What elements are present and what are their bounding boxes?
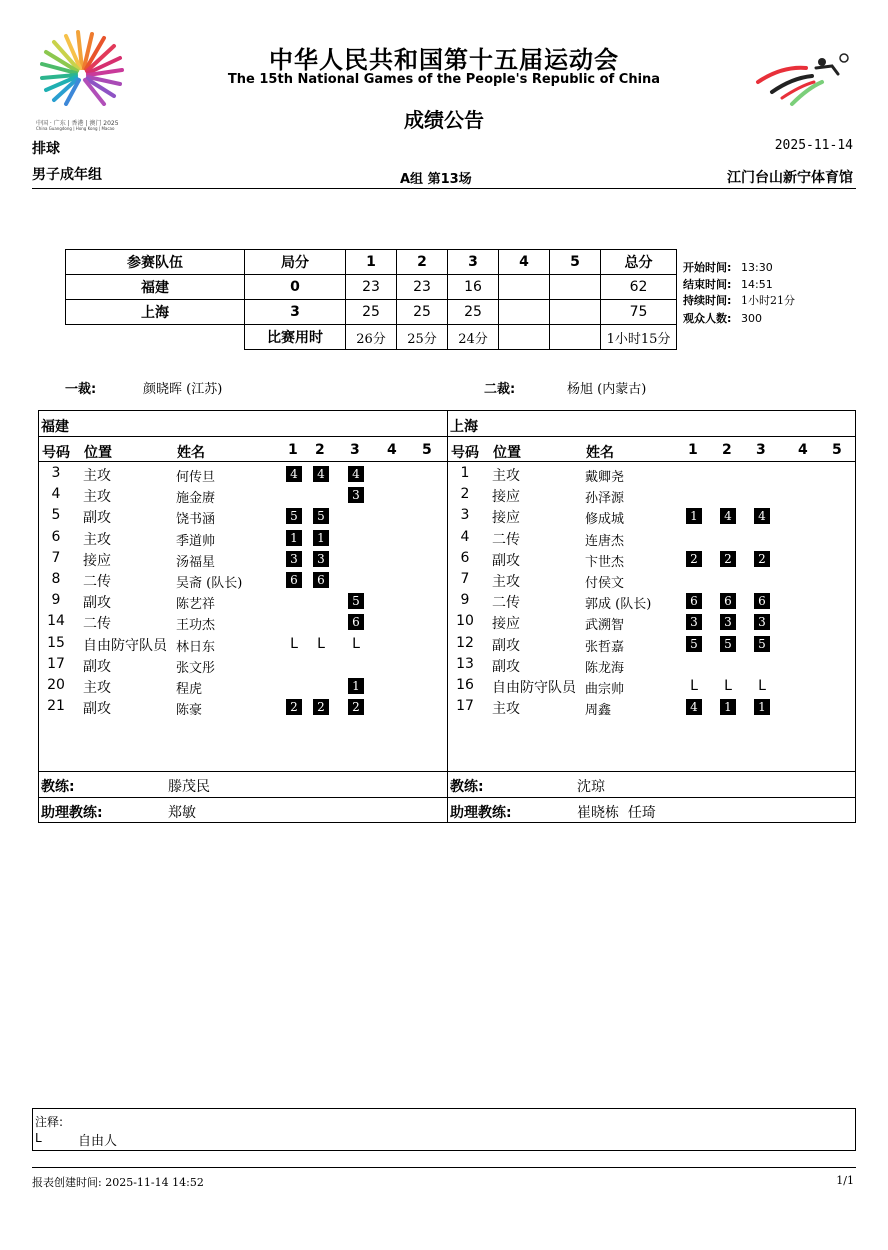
notes-key: L <box>35 1131 42 1145</box>
score-col-sets: 局分 <box>245 250 346 275</box>
starting-position-mark <box>311 508 331 524</box>
starting-position-mark <box>718 508 738 524</box>
starting-position-mark <box>346 699 366 715</box>
starting-position-mark <box>684 551 704 567</box>
set-lineup-value: L <box>290 635 298 652</box>
score-table <box>65 249 677 350</box>
player-number: 17 <box>47 655 65 672</box>
starting-position-mark <box>311 572 331 588</box>
roster-col-position: 位置 <box>493 445 521 461</box>
starting-position-mark <box>752 551 772 567</box>
set-lineup-value: 4 <box>348 466 364 482</box>
player-name: 王功杰 <box>176 618 216 634</box>
set-duration: 24分 <box>448 325 499 350</box>
set-lineup-value: 4 <box>720 508 736 524</box>
player-name: 吴斋 (队长) <box>176 576 243 591</box>
roster-col-set: 5 <box>422 442 432 458</box>
games-title-en: The 15th National Games of the People's Republic of China <box>227 72 661 87</box>
player-number: 3 <box>460 507 470 524</box>
player-position: 副攻 <box>492 658 520 675</box>
set-lineup-value: 2 <box>348 699 364 715</box>
right-coach: 沈琼 <box>577 779 605 795</box>
player-name: 武溯智 <box>585 618 625 634</box>
set-lineup-value: L <box>724 678 732 694</box>
set-lineup-value: 2 <box>686 551 702 567</box>
roster-col-number: 号码 <box>451 445 479 461</box>
set-lineup-value: 5 <box>720 636 736 652</box>
player-number: 20 <box>47 677 65 693</box>
player-position: 副攻 <box>492 552 520 569</box>
starting-position-mark <box>284 699 304 715</box>
set-lineup-value: 4 <box>286 466 302 482</box>
player-position: 接应 <box>492 510 520 527</box>
player-name: 戴卿尧 <box>585 470 625 485</box>
player-number: 12 <box>456 634 474 651</box>
player-name: 曲宗帅 <box>585 682 625 697</box>
roster-col-set: 1 <box>688 442 698 458</box>
player-name: 程虎 <box>176 682 203 697</box>
left-coach: 滕茂民 <box>168 779 210 795</box>
score-set-points: 25 <box>346 300 397 325</box>
set-duration: 26分 <box>346 325 397 350</box>
starting-position-mark <box>684 636 704 652</box>
set-lineup-value: 5 <box>686 636 702 652</box>
header-divider <box>32 188 856 189</box>
starting-position-mark <box>718 699 738 715</box>
player-name: 陈龙海 <box>585 660 625 676</box>
set-lineup-value: 5 <box>348 593 364 609</box>
set-duration: 25分 <box>397 325 448 350</box>
duration: 持续时间: 1小时21分 <box>683 294 795 307</box>
starting-position-mark <box>752 636 772 652</box>
set-lineup-value: 5 <box>313 508 329 524</box>
right-coach-label: 教练: <box>450 779 484 795</box>
player-number: 9 <box>51 592 61 609</box>
starting-position-mark <box>684 593 704 609</box>
set-lineup-value: 6 <box>286 572 302 588</box>
doc-title: 成绩公告 <box>404 108 484 132</box>
roster-col-set: 4 <box>387 442 397 458</box>
roster-col-set: 2 <box>315 442 325 458</box>
right-team-name: 上海 <box>450 419 478 435</box>
roster-col-set: 3 <box>350 442 360 458</box>
player-number: 7 <box>460 571 470 587</box>
player-number: 21 <box>47 698 65 715</box>
notes-desc: 自由人 <box>78 1134 118 1149</box>
set-lineup-value: 1 <box>348 678 364 694</box>
right-assistant: 崔晓栋 任琦 <box>577 805 656 821</box>
starting-position-mark <box>346 678 366 694</box>
starting-position-mark <box>718 551 738 567</box>
player-position: 主攻 <box>83 531 111 548</box>
libero-mark <box>346 636 366 652</box>
set-lineup-value: 6 <box>686 593 702 609</box>
left-assistant: 郑敏 <box>168 805 196 821</box>
player-position: 自由防守队员 <box>83 637 167 654</box>
player-position: 副攻 <box>83 510 111 527</box>
player-position: 二传 <box>83 616 111 633</box>
starting-position-mark <box>284 508 304 524</box>
starting-position-mark <box>284 572 304 588</box>
second-referee-label: 二裁: <box>484 382 516 397</box>
player-number: 14 <box>47 613 65 630</box>
start-time: 开始时间: 13:30 <box>683 261 773 274</box>
games-title-cn: 中华人民共和国第十五届运动会 <box>269 46 619 74</box>
player-name: 周鑫 <box>585 703 612 719</box>
roster-col-set: 1 <box>288 442 298 458</box>
player-number: 13 <box>456 655 474 672</box>
starting-position-mark <box>684 614 704 630</box>
libero-mark <box>718 678 738 694</box>
total-duration: 1小时15分 <box>601 325 677 350</box>
player-name: 林日东 <box>176 639 216 655</box>
footer-divider <box>32 1167 856 1168</box>
roster-col-set: 3 <box>756 442 766 458</box>
starting-position-mark <box>718 636 738 652</box>
player-number: 1 <box>460 465 470 481</box>
set-lineup-value: L <box>690 678 698 694</box>
score-team-name: 福建 <box>66 275 245 300</box>
starting-position-mark <box>311 551 331 567</box>
roster-col-number: 号码 <box>42 445 70 461</box>
score-col-set: 3 <box>448 250 499 275</box>
set-lineup-value: 2 <box>720 551 736 567</box>
starting-position-mark <box>346 614 366 630</box>
set-lineup-value: 5 <box>286 508 302 524</box>
score-set-points: 25 <box>448 300 499 325</box>
score-set-points <box>499 275 550 300</box>
left-coach-label: 教练: <box>41 779 75 795</box>
player-number: 4 <box>51 486 61 503</box>
starting-position-mark <box>684 699 704 715</box>
player-position: 二传 <box>492 531 520 548</box>
set-lineup-value: 1 <box>754 699 770 715</box>
set-lineup-value: 2 <box>754 551 770 567</box>
set-lineup-value: 3 <box>754 614 770 630</box>
player-position: 接应 <box>83 552 111 569</box>
player-position: 副攻 <box>492 637 520 654</box>
player-number: 2 <box>460 486 470 503</box>
set-lineup-value: 4 <box>686 699 702 715</box>
starting-position-mark <box>346 487 366 503</box>
player-position: 二传 <box>83 574 111 590</box>
player-number: 17 <box>456 698 474 715</box>
player-name: 季道帅 <box>176 533 216 549</box>
player-position: 主攻 <box>83 468 111 484</box>
starting-position-mark <box>718 593 738 609</box>
roster-divider <box>447 410 448 823</box>
set-lineup-value: 1 <box>313 530 329 546</box>
match-date: 2025-11-14 <box>774 138 853 153</box>
set-lineup-value: 2 <box>313 699 329 715</box>
starting-position-mark <box>752 614 772 630</box>
player-position: 接应 <box>492 489 520 506</box>
page-number: 1/1 <box>836 1174 854 1187</box>
player-name: 连唐杰 <box>585 533 625 549</box>
score-set-points <box>499 300 550 325</box>
player-number: 4 <box>460 528 470 545</box>
player-position: 副攻 <box>83 658 111 675</box>
left-team-name: 福建 <box>41 419 69 435</box>
player-position: 二传 <box>492 595 520 612</box>
player-name: 饶书涵 <box>176 512 216 528</box>
player-name: 施金赓 <box>176 491 216 507</box>
set-lineup-value: L <box>758 678 766 694</box>
notes-title: 注释: <box>35 1115 64 1129</box>
right-assistant-label: 助理教练: <box>450 805 512 821</box>
starting-position-mark <box>752 593 772 609</box>
roster-col-set: 4 <box>798 442 808 458</box>
player-number: 16 <box>456 677 474 693</box>
player-number: 9 <box>460 592 470 609</box>
player-name: 修成城 <box>585 512 625 528</box>
roster-col-set: 2 <box>722 442 732 458</box>
player-name: 卞世杰 <box>585 554 625 570</box>
duration-label: 比赛用时 <box>245 325 346 350</box>
player-name: 陈艺祥 <box>176 597 216 613</box>
set-lineup-value: 6 <box>720 593 736 609</box>
player-position: 接应 <box>492 616 520 633</box>
player-position: 主攻 <box>83 680 111 696</box>
set-lineup-value: 3 <box>348 487 364 503</box>
score-header-row <box>66 250 677 275</box>
player-name: 陈豪 <box>176 703 203 719</box>
set-lineup-value: 3 <box>286 551 302 567</box>
sport-name: 排球 <box>32 141 60 157</box>
first-referee-label: 一裁: <box>65 382 97 397</box>
set-lineup-value: L <box>317 635 325 652</box>
score-total: 62 <box>601 275 677 300</box>
libero-mark <box>284 636 304 652</box>
player-position: 主攻 <box>492 574 520 590</box>
score-set-points: 16 <box>448 275 499 300</box>
left-assistant-label: 助理教练: <box>41 805 103 821</box>
end-time: 结束时间: 14:51 <box>683 278 773 291</box>
set-lineup-value: 6 <box>313 572 329 588</box>
score-set-points: 23 <box>346 275 397 300</box>
starting-position-mark <box>284 466 304 482</box>
starting-position-mark <box>284 530 304 546</box>
set-lineup-value: 4 <box>313 466 329 482</box>
starting-position-mark <box>346 593 366 609</box>
set-lineup-value: L <box>352 635 360 652</box>
logo-caption: 中国 · 广东 | 香港 | 澳门 2025 <box>36 120 119 127</box>
player-name: 郭成 (队长) <box>585 597 652 613</box>
score-col-team: 参赛队伍 <box>66 250 245 275</box>
player-name: 张文彤 <box>176 660 216 676</box>
duration-row <box>66 325 677 350</box>
player-number: 15 <box>47 634 65 651</box>
libero-mark <box>684 678 704 694</box>
set-lineup-value: 3 <box>686 614 702 630</box>
starting-position-mark <box>311 530 331 546</box>
player-number: 6 <box>460 549 470 566</box>
set-lineup-value: 2 <box>286 699 302 715</box>
score-set-points <box>550 300 601 325</box>
score-sets-won: 0 <box>245 275 346 300</box>
score-sets-won: 3 <box>245 300 346 325</box>
player-position: 主攻 <box>492 701 520 718</box>
match-label: A组 第13场 <box>400 172 472 187</box>
set-lineup-value: 1 <box>686 508 702 524</box>
player-number: 5 <box>51 507 61 524</box>
player-number: 6 <box>51 528 61 545</box>
roster-col-set: 5 <box>832 442 842 458</box>
score-col-set: 4 <box>499 250 550 275</box>
score-col-set: 2 <box>397 250 448 275</box>
event-name: 男子成年组 <box>32 167 102 183</box>
score-team-name: 上海 <box>66 300 245 325</box>
set-lineup-value: 4 <box>754 508 770 524</box>
first-referee: 颜晓晖 (江苏) <box>143 382 223 397</box>
set-duration <box>499 325 550 350</box>
spectators: 观众人数: 300 <box>683 312 762 325</box>
set-duration <box>550 325 601 350</box>
player-position: 主攻 <box>83 489 111 506</box>
set-lineup-value: 1 <box>286 530 302 546</box>
player-name: 张哲嘉 <box>585 639 625 655</box>
set-lineup-value: 6 <box>754 593 770 609</box>
player-position: 自由防守队员 <box>492 680 576 696</box>
score-row <box>66 275 677 300</box>
score-col-total: 总分 <box>601 250 677 275</box>
set-lineup-value: 6 <box>348 614 364 630</box>
starting-position-mark <box>752 699 772 715</box>
player-name: 孙泽源 <box>585 491 625 507</box>
starting-position-mark <box>718 614 738 630</box>
starting-position-mark <box>311 466 331 482</box>
set-lineup-value: 1 <box>720 699 736 715</box>
score-row <box>66 300 677 325</box>
set-lineup-value: 3 <box>720 614 736 630</box>
venue-name: 江门台山新宁体育馆 <box>727 170 853 186</box>
score-col-set: 1 <box>346 250 397 275</box>
roster-col-name: 姓名 <box>177 445 205 461</box>
libero-mark <box>311 636 331 652</box>
score-total: 75 <box>601 300 677 325</box>
roster-col-name: 姓名 <box>586 445 614 461</box>
starting-position-mark <box>284 551 304 567</box>
score-set-points: 25 <box>397 300 448 325</box>
starting-position-mark <box>752 508 772 524</box>
libero-mark <box>752 678 772 694</box>
player-position: 副攻 <box>83 595 111 612</box>
roster-col-position: 位置 <box>84 445 112 461</box>
set-lineup-value: 5 <box>754 636 770 652</box>
report-created: 报表创建时间: 2025-11-14 14:52 <box>32 1176 204 1189</box>
logo-caption-en: China Guangdong | Hong Kong | Macao <box>36 126 115 131</box>
player-name: 付侯文 <box>585 576 625 591</box>
second-referee: 杨旭 (内蒙古) <box>567 382 647 397</box>
player-name: 何传旦 <box>176 470 216 485</box>
score-col-set: 5 <box>550 250 601 275</box>
player-position: 副攻 <box>83 701 111 718</box>
starting-position-mark <box>346 466 366 482</box>
score-set-points: 23 <box>397 275 448 300</box>
set-lineup-value: 3 <box>313 551 329 567</box>
starting-position-mark <box>311 699 331 715</box>
player-number: 8 <box>51 571 61 587</box>
notes-panel <box>32 1108 856 1151</box>
score-set-points <box>550 275 601 300</box>
starting-position-mark <box>684 508 704 524</box>
player-number: 3 <box>51 465 61 481</box>
player-number: 7 <box>51 549 61 566</box>
player-position: 主攻 <box>492 468 520 484</box>
player-number: 10 <box>456 613 474 630</box>
player-name: 汤福星 <box>176 554 216 570</box>
